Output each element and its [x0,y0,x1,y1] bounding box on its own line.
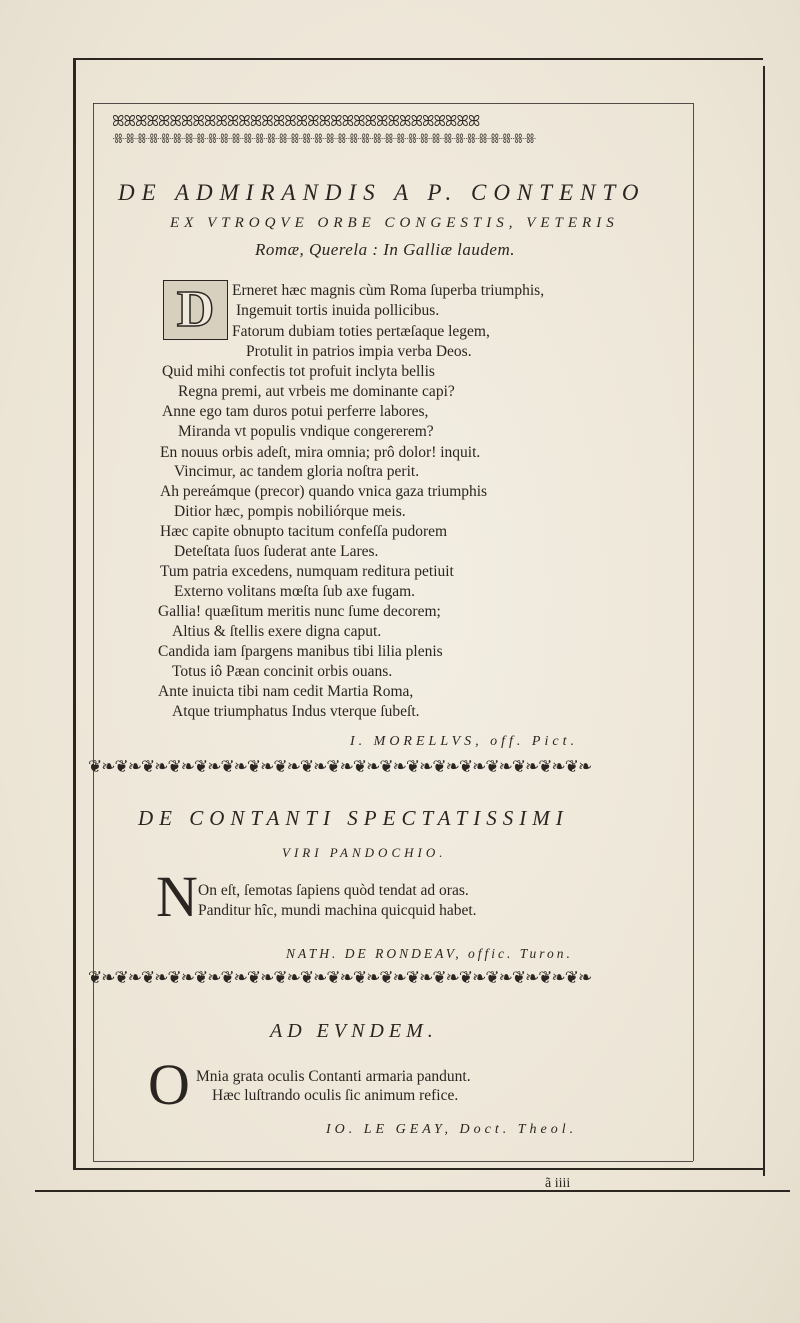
headpiece-ornament-bottom: ꗥꗥꗥꗥꗥꗥꗥꗥꗥꗥꗥꗥꗥꗥꗥꗥꗥꗥꗥꗥꗥꗥꗥꗥꗥꗥꗥꗥꗥꗥꗥꗥꗥꗥꗥꗥ [112,132,536,147]
poem-line: En nouus orbis adeſt, mira omnia; prô dolor! inquit. [160,444,481,461]
section2-dropcap: N [156,864,198,929]
poem-line: Panditur hîc, mundi machina quicquid habet. [198,902,477,919]
poem-line: Regna premi, aut vrbeis me dominante capi? [178,383,455,400]
poem-line: Erneret hæc magnis cùm Roma ſuperba triumphis, [232,282,545,299]
section1-title-line1: DE ADMIRANDIS A P. CONTENTO [118,180,646,205]
poem-line: Totus iô Pæan concinit orbis ouans. [172,663,393,680]
poem-line: Miranda vt populis vndique congererem? [178,423,434,440]
poem-line: Quid mihi confectis tot profuit inclyta bellis [162,363,435,380]
frame-outer-bottom [73,1168,765,1170]
frame-inner-bottom [93,1161,693,1162]
poem-line: Gallia! quæſitum meritis nunc ſume decorem; [158,603,441,620]
frame-inner-left [93,103,94,1161]
poem-line: Hæc luſtrando oculis ſic animum refice. [212,1087,459,1104]
section3-title: AD EVNDEM. [270,1020,438,1042]
poem-line: Candida iam ſpargens manibus tibi lilia plenis [158,643,443,660]
poem-line: Ah pereámque (precor) quando vnica gaza triumphis [160,483,488,500]
poem-line: Hæc capite obnupto tacitum confeſſa pudorem [160,523,448,540]
section2-signature: NATH. DE RONDEAV, offic. Turon. [286,946,573,961]
section1-title-line2: EX VTROQVE ORBE CONGESTIS, VETERIS [170,215,619,231]
frame-outer-left [73,58,76,1168]
footer-rule [35,1190,790,1192]
poem-line: Protulit in patrios impia verba Deos. [246,343,472,360]
section3-dropcap: O [148,1052,190,1117]
poem-line: On eſt, ſemotas ſapiens quòd tendat ad oras. [198,882,469,899]
headpiece-ornament-top: ꕤꕤꕤꕤꕤꕤꕤꕤꕤꕤꕤꕤꕤꕤꕤꕤꕤꕤꕤꕤꕤꕤꕤꕤꕤꕤꕤꕤꕤꕤꕤꕤ [112,112,480,130]
divider-ornament-2: ❦❧❦❧❦❧❦❧❦❧❦❧❦❧❦❧❦❧❦❧❦❧❦❧❦❧❦❧❦❧❦❧❦❧❦❧❦❧ [88,968,592,988]
poem-line: Fatorum dubiam toties pertæſaque legem, [232,323,490,340]
poem-line: Deteſtata ſuos ſuderat ante Lares. [174,543,379,560]
poem-line: Altius & ſtellis exere digna caput. [172,623,382,640]
section2-title-line1: DE CONTANTI SPECTATISSIMI [138,806,569,830]
frame-outer-right [763,66,765,1176]
section1-signature: I. MORELLVS, off. Pict. [350,734,578,749]
poem-line: Vincimur, ac tandem gloria noſtra perit. [174,463,420,480]
poem-line: Mnia grata oculis Contanti armaria pandunt. [196,1068,471,1085]
poem-line: Ingemuit tortis inuida pollicibus. [236,302,440,319]
poem-line: Ditior hæc, pompis nobiliórque meis. [174,503,406,520]
divider-ornament-1: ❦❧❦❧❦❧❦❧❦❧❦❧❦❧❦❧❦❧❦❧❦❧❦❧❦❧❦❧❦❧❦❧❦❧❦❧❦❧ [88,757,592,777]
section1-title-line3: Romæ, Querela : In Galliæ laudem. [255,240,515,259]
section3-signature: IO. LE GEAY, Doct. Theol. [326,1122,578,1137]
poem-line: Externo volitans mœſta ſub axe fugam. [174,583,416,600]
folio-signature-mark: ã iiii [545,1176,571,1191]
poem-line: Ante inuicta tibi nam cedit Martia Roma, [158,683,414,700]
frame-inner-right [693,103,694,1161]
frame-outer-top [75,58,763,60]
poem-line: Anne ego tam duros potui perferre labores, [162,403,429,420]
poem-line: Tum patria excedens, numquam reditura petiuit [160,563,454,580]
poem-line: Atque triumphatus Indus vterque ſubeſt. [172,703,420,720]
section1-dropcap [163,280,228,340]
section2-title-line2: VIRI PANDOCHIO. [282,845,447,860]
frame-inner-top [93,103,693,104]
section1-dropcap-letter: D [176,281,215,338]
